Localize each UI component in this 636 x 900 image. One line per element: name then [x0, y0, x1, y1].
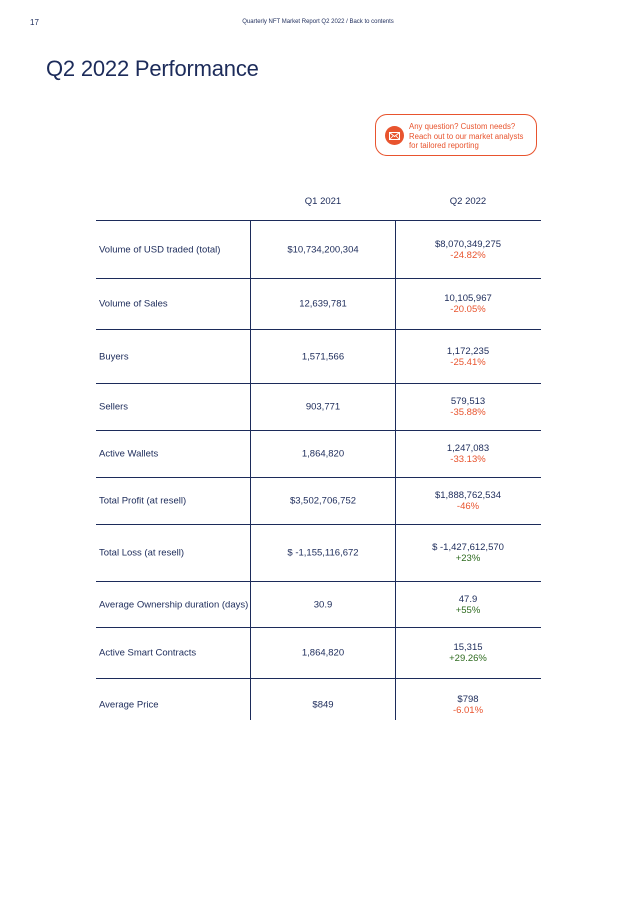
- page-number: 17: [30, 18, 39, 27]
- q1-value: $10,734,200,304: [287, 244, 359, 255]
- change-percent: -35.88%: [450, 407, 486, 418]
- q2-cell: [396, 694, 540, 716]
- change-percent: -46%: [456, 501, 480, 512]
- change-percent: -6.01%: [452, 704, 484, 716]
- q2-value: $8,070,349,275: [434, 238, 502, 250]
- performance-table: [96, 190, 541, 730]
- row-label: Volume of USD traded (total): [99, 244, 221, 255]
- table-row: [96, 384, 541, 431]
- table-header: [96, 190, 541, 221]
- table-row: [96, 431, 541, 478]
- q1-value: 903,771: [305, 401, 341, 413]
- q1-value: $849: [312, 699, 334, 710]
- q2-cell: [396, 443, 540, 465]
- q1-value: 12,639,781: [299, 298, 347, 310]
- table-row: [96, 628, 541, 679]
- q2-value: 47.9: [458, 593, 478, 605]
- running-header-link[interactable]: Quarterly NFT Market Report Q2 2022 / Back to contents: [242, 19, 394, 25]
- q2-cell: [396, 239, 540, 261]
- q2-value: 579,513: [450, 396, 486, 407]
- row-label: Average Price: [99, 699, 159, 710]
- q1-value: $3,502,706,752: [289, 495, 357, 507]
- table-row: [96, 279, 541, 330]
- table-row: [96, 478, 541, 525]
- q2-cell: [396, 594, 540, 616]
- q2-value: $1,888,762,534: [434, 490, 502, 501]
- q2-cell: [396, 642, 540, 664]
- change-percent: -25.41%: [450, 356, 486, 368]
- column-header-q2: Q2 2022: [449, 196, 487, 207]
- table-row: [96, 582, 541, 628]
- row-label: Total Loss (at resell): [99, 547, 185, 559]
- table-row: [96, 330, 541, 384]
- q1-value: $ -1,155,116,672: [287, 547, 359, 559]
- contact-callout[interactable]: [375, 114, 537, 156]
- q2-value: 15,315: [453, 642, 483, 653]
- q2-value: $798: [457, 693, 479, 705]
- q2-cell: [396, 490, 540, 512]
- q2-cell: [396, 396, 540, 418]
- table-row: [96, 525, 541, 582]
- row-label: Total Profit (at resell): [99, 495, 187, 507]
- callout-text: Any question? Custom needs? Reach out to our market analysts for tailored reporting: [409, 122, 524, 151]
- row-label: Active Wallets: [99, 448, 159, 460]
- q2-cell: [396, 293, 540, 315]
- change-percent: -33.13%: [450, 454, 486, 465]
- q1-value: 1,864,820: [301, 647, 345, 659]
- column-header-q1: Q1 2021: [304, 196, 342, 207]
- row-label: Buyers: [99, 351, 129, 362]
- q1-value: 1,571,566: [301, 351, 345, 362]
- change-percent: -24.82%: [450, 249, 486, 261]
- table-row: [96, 221, 541, 279]
- change-percent: +29.26%: [449, 653, 487, 664]
- q2-cell: [396, 542, 540, 564]
- row-label: Volume of Sales: [99, 298, 168, 310]
- q2-cell: [396, 346, 540, 368]
- q1-value: 30.9: [313, 599, 333, 610]
- page-title: Q2 2022 Performance: [46, 56, 259, 81]
- q1-value: 1,864,820: [301, 448, 345, 460]
- column-divider: [395, 220, 396, 720]
- q2-value: $ -1,427,612,570: [432, 542, 504, 553]
- row-label: Average Ownership duration (days): [99, 599, 249, 610]
- q2-value: 1,247,083: [446, 443, 490, 454]
- change-percent: +55%: [455, 604, 481, 616]
- envelope-icon: [385, 126, 404, 145]
- q2-value: 1,172,235: [446, 345, 490, 357]
- row-label: Sellers: [99, 401, 129, 413]
- q2-value: 10,105,967: [444, 293, 492, 304]
- change-percent: -20.05%: [450, 304, 486, 315]
- change-percent: +23%: [455, 553, 481, 564]
- table-row: [96, 679, 541, 730]
- column-divider: [250, 220, 251, 720]
- row-label: Active Smart Contracts: [99, 647, 197, 659]
